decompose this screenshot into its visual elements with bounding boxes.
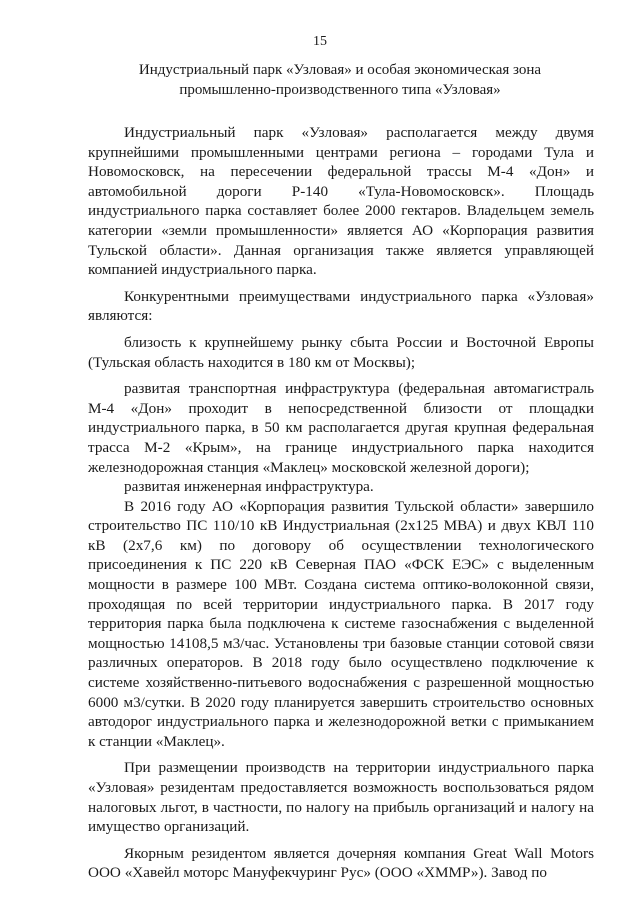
paragraph-location: Индустриальный парк «Узловая» располагается между двумя крупнейшими промышленными центрами региона – городами Тула и Новомосковск, на пересечении федеральной трассы М-4 «Дон» и автомобильной дороги Р-140 «Тула-Новомосковск». Площадь индустриального парка составляет более 2000 гектаров. Владельцем земель категории «земли промышленности» является АО «Корпорация развития Тульской области». Данная организация также является управляющей компанией индустриального парка.	[88, 124, 594, 279]
paragraph-tax-benefits: При размещении производств на территории индустриального парка «Узловая» резидентам предоставляется возможность воспользоваться рядом налоговых льгот, в частности, по налогу на прибыль организаций и налогу на имущество организаций.	[88, 759, 594, 836]
paragraph-engineering: развитая инженерная инфраструктура.	[124, 478, 374, 496]
paragraph-transport: развитая транспортная инфраструктура (федеральная автомагистраль М-4 «Дон» проходит в непосредственной близости от площадки индустриального парка, в 50 км располагается другая крупная федеральная трасса М-2 «Крым», на границе индустриального парка находится железнодорожная станция «Маклец» московской железной дороги);	[88, 380, 594, 476]
paragraph-infrastructure-2016: В 2016 году АО «Корпорация развития Тульской области» завершило строительство ПС 110/10 кВ Индустриальная (2х125 МВА) и двух КВЛ 110 кВ (2х7,6 км) по договору об осуществлении технологического присоединения к ПС 220 кВ Северная ПАО «ФСК ЕЭС» с выделенным мощности в размере 100 МВт. Создана система оптико-волоконной связи, проходящая по всей территории индустриального парка. В 2017 году территория парка была подключена к системе газоснабжения с выделенной мощностью 14108,5 м3/час. Установлены три базовые станции сотовой связи различных операторов. В 2018 году было осуществлено подключение к системе хозяйственно-питьевого водоснабжения с разрешенной мощностью 6000 м3/сутки. В 2020 году планируется завершить строительство основных автодорог индустриального парка и железнодорожной ветки с примыканием к станции «Маклец».	[88, 497, 594, 750]
heading-line-1: Индустриальный парк «Узловая» и особая экономическая зона	[138, 62, 542, 78]
section-heading	[120, 60, 560, 100]
body-text	[88, 123, 594, 883]
paragraph-advantages-intro: Конкурентными преимуществами индустриального парка «Узловая» являются:	[88, 287, 594, 325]
heading-line-2: промышленно-производственного типа «Узловая»	[179, 82, 501, 98]
paragraph-market-proximity: близость к крупнейшему рынку сбыта России и Восточной Европы (Тульская область находится в 180 км от Москвы);	[88, 333, 594, 371]
paragraph-anchor-resident: Якорным резидентом является дочерняя компания Great Wall Motors ООО «Хавейл моторс Мануфекчуринг Рус» (ООО «ХММР»). Завод по	[88, 844, 594, 882]
page-number: 15	[313, 34, 327, 49]
